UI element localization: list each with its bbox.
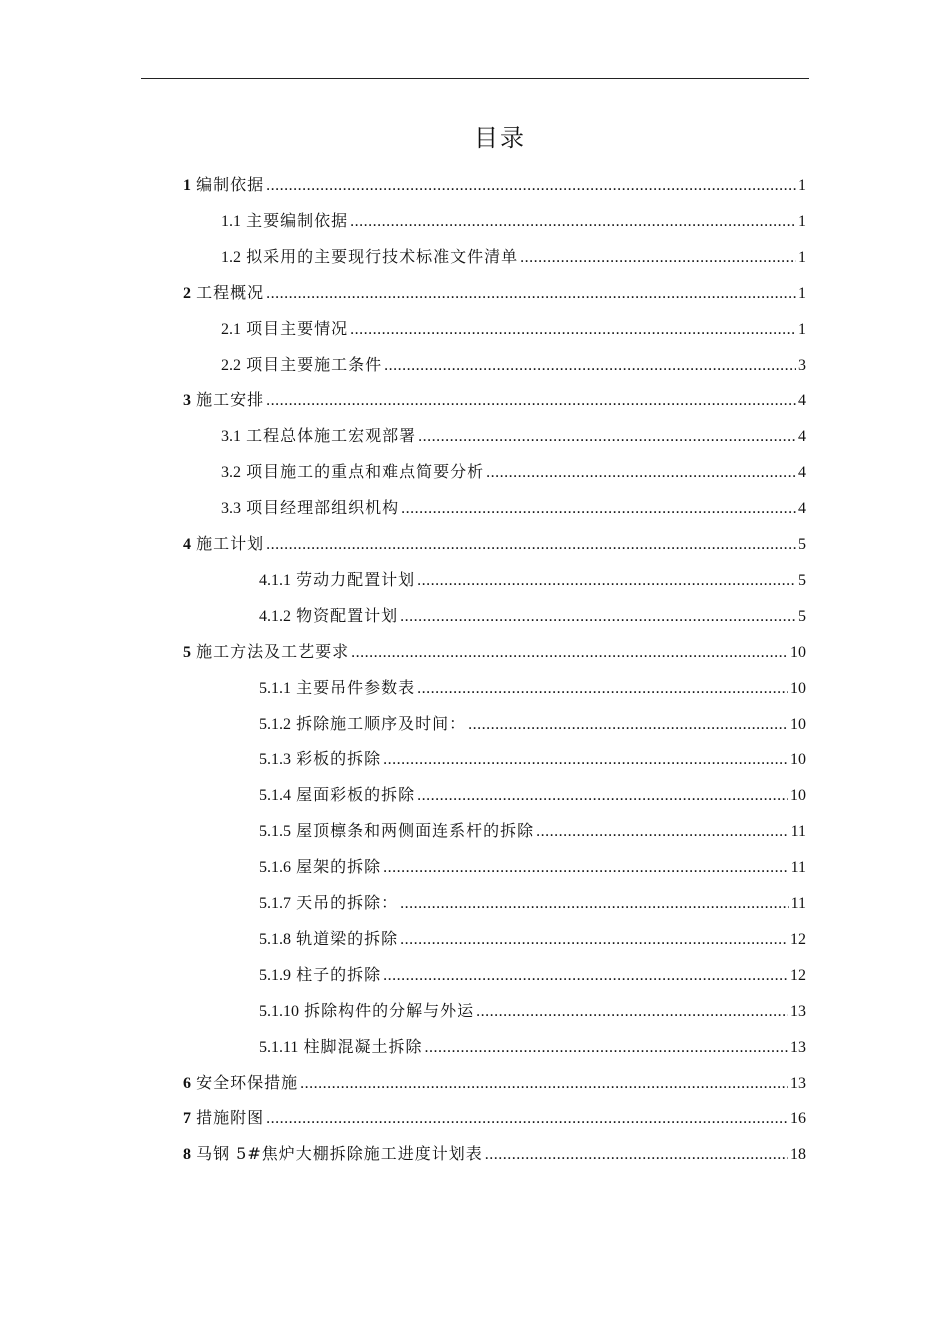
toc-entry-label: 施工方法及工艺要求 bbox=[196, 641, 350, 661]
toc-entry[interactable] bbox=[221, 208, 806, 232]
toc-entry-label: 天吊的拆除： bbox=[296, 893, 399, 912]
dot-leader bbox=[417, 785, 788, 805]
toc-entry-page: 10 bbox=[790, 679, 806, 697]
toc-entry-number: 5.1.9 bbox=[259, 966, 291, 984]
toc-entry-label: 项目主要施工条件 bbox=[246, 354, 383, 374]
toc-entry-page: 13 bbox=[790, 1038, 806, 1056]
toc-entry[interactable] bbox=[259, 782, 806, 806]
toc-entry-number: 8 bbox=[183, 1146, 191, 1164]
toc-entry-label: 物资配置计划 bbox=[296, 605, 399, 625]
toc-entry-page: 3 bbox=[798, 356, 806, 374]
toc-entry-label: 项目主要情况 bbox=[246, 318, 349, 338]
dot-leader bbox=[383, 749, 788, 769]
toc-entry[interactable] bbox=[183, 280, 806, 304]
toc-entry-page: 10 bbox=[790, 643, 806, 661]
dot-leader bbox=[266, 390, 796, 410]
dot-leader bbox=[418, 426, 796, 446]
toc-entry[interactable] bbox=[259, 926, 806, 950]
toc-entry-page: 4 bbox=[798, 464, 806, 482]
toc-entry[interactable] bbox=[259, 998, 806, 1022]
toc-entry-number: 2.1 bbox=[221, 320, 241, 338]
dot-leader bbox=[476, 1001, 788, 1021]
toc-entry-number: 2 bbox=[183, 284, 191, 302]
toc-entry[interactable] bbox=[259, 854, 806, 878]
toc-entry-page: 10 bbox=[790, 751, 806, 769]
toc-entry-label: 屋面彩板的拆除 bbox=[296, 785, 416, 805]
toc-entry-label: 马钢 5#焦炉大棚拆除施工进度计划表 bbox=[196, 1144, 483, 1164]
toc-entry-label: 拟采用的主要现行技术标准文件清单 bbox=[246, 246, 519, 266]
dot-leader bbox=[401, 498, 796, 518]
dot-leader bbox=[383, 965, 788, 985]
toc-entry-number: 6 bbox=[183, 1074, 191, 1092]
toc-entry-page: 11 bbox=[790, 823, 806, 841]
dot-leader bbox=[417, 570, 796, 590]
toc-entry-label: 轨道梁的拆除 bbox=[296, 928, 399, 948]
toc-entry-page: 5 bbox=[798, 571, 806, 589]
dot-leader bbox=[417, 678, 788, 698]
toc-entry-page: 1 bbox=[798, 248, 806, 266]
toc-entry-number: 2.2 bbox=[221, 356, 241, 374]
toc-entry[interactable] bbox=[183, 387, 806, 411]
toc-entry-label: 主要编制依据 bbox=[246, 210, 349, 230]
toc-entry-number: 5.1.6 bbox=[259, 859, 291, 877]
toc-entry-number: 3.1 bbox=[221, 428, 241, 446]
toc-entry-label: 措施附图 bbox=[196, 1108, 265, 1128]
toc-entry-label: 施工安排 bbox=[196, 390, 265, 410]
toc-entry[interactable] bbox=[221, 352, 806, 376]
toc-entry-page: 5 bbox=[798, 536, 806, 553]
dot-leader bbox=[520, 247, 796, 267]
toc-entry-page: 10 bbox=[790, 787, 806, 805]
dot-leader bbox=[400, 893, 788, 913]
toc-entry-number: 4.1.2 bbox=[259, 607, 291, 625]
toc-entry-label: 拆除构件的分解与外运 bbox=[304, 1000, 475, 1020]
toc-entry[interactable] bbox=[221, 423, 806, 447]
toc-entry-number: 4 bbox=[183, 536, 191, 553]
toc-entry-label: 安全环保措施 bbox=[196, 1072, 299, 1092]
toc-entry[interactable] bbox=[221, 495, 806, 519]
toc-entry-number: 5.1.3 bbox=[259, 751, 291, 769]
toc-entry-label: 项目经理部组织机构 bbox=[246, 498, 400, 518]
toc-entry[interactable] bbox=[221, 316, 806, 340]
toc-entry-label: 拆除施工顺序及时间： bbox=[296, 713, 467, 733]
toc-entry-page: 13 bbox=[790, 1074, 806, 1092]
toc-entry-number: 5.1.1 bbox=[259, 679, 291, 697]
toc-entry-label: 项目施工的重点和难点简要分析 bbox=[246, 462, 485, 482]
dot-leader bbox=[485, 1144, 788, 1164]
toc-entry-number: 1.2 bbox=[221, 248, 241, 266]
toc-entry[interactable] bbox=[259, 567, 806, 591]
toc-entry[interactable] bbox=[259, 746, 806, 770]
toc-entry-number: 5 bbox=[183, 643, 191, 661]
toc-entry-number: 5.1.4 bbox=[259, 787, 291, 805]
toc-entry[interactable] bbox=[221, 459, 806, 483]
toc-entry[interactable] bbox=[259, 675, 806, 699]
toc-entry[interactable] bbox=[183, 1070, 806, 1094]
toc-entry-page: 12 bbox=[790, 930, 806, 948]
toc-entry-page: 4 bbox=[798, 392, 806, 410]
toc-entry[interactable] bbox=[183, 639, 806, 663]
toc-entry[interactable] bbox=[259, 603, 806, 627]
toc-entry[interactable] bbox=[259, 818, 806, 842]
dot-leader bbox=[536, 821, 788, 841]
toc-entry-number: 5.1.5 bbox=[259, 823, 291, 841]
dot-leader bbox=[266, 283, 796, 303]
dot-leader bbox=[266, 175, 796, 195]
dot-leader bbox=[486, 462, 796, 482]
toc-entry[interactable] bbox=[259, 890, 806, 914]
dot-leader bbox=[468, 714, 788, 734]
toc-entry-label: 屋架的拆除 bbox=[296, 857, 382, 877]
toc-entry-page: 13 bbox=[790, 1002, 806, 1020]
dot-leader bbox=[400, 929, 788, 949]
toc-entry-page: 1 bbox=[798, 212, 806, 230]
toc-entry-number: 5.1.10 bbox=[259, 1002, 299, 1020]
toc-entry-page: 12 bbox=[790, 966, 806, 984]
toc-entry-label: 屋顶檩条和两侧面连系杆的拆除 bbox=[296, 821, 535, 841]
toc-entry[interactable] bbox=[183, 531, 806, 555]
toc-entry[interactable] bbox=[259, 1034, 806, 1058]
toc-entry-number: 3 bbox=[183, 392, 191, 410]
toc-entry-number: 5.1.2 bbox=[259, 715, 291, 733]
dot-leader bbox=[425, 1037, 788, 1057]
toc-entry[interactable] bbox=[183, 1105, 806, 1129]
toc-entry[interactable] bbox=[183, 1141, 806, 1165]
toc-entry[interactable] bbox=[259, 711, 806, 735]
toc-entry-page: 1 bbox=[798, 320, 806, 338]
toc-entry[interactable] bbox=[183, 172, 806, 196]
dot-leader bbox=[300, 1073, 788, 1093]
dot-leader bbox=[266, 534, 796, 554]
toc-entry-page: 1 bbox=[798, 284, 806, 302]
toc-entry-page: 11 bbox=[790, 895, 806, 912]
toc-entry-page: 11 bbox=[790, 859, 806, 877]
toc-entry-label: 彩板的拆除 bbox=[296, 749, 382, 769]
toc-entry-page: 10 bbox=[790, 715, 806, 733]
toc-entry-page: 4 bbox=[798, 428, 806, 446]
toc-entry-number: 5.1.11 bbox=[259, 1038, 299, 1056]
dot-leader bbox=[400, 606, 796, 626]
toc-entry-number: 1.1 bbox=[221, 212, 241, 230]
toc-entry-page: 16 bbox=[790, 1110, 806, 1128]
toc-entry-number: 7 bbox=[183, 1110, 191, 1128]
toc-entry-label: 主要吊件参数表 bbox=[296, 677, 416, 697]
toc-entry-number: 5.1.8 bbox=[259, 930, 291, 948]
toc-entry-number: 4.1.1 bbox=[259, 571, 291, 589]
toc-entry-page: 5 bbox=[798, 607, 806, 625]
toc-entry-label: 柱子的拆除 bbox=[296, 964, 382, 984]
toc-entry-label: 劳动力配置计划 bbox=[296, 569, 416, 589]
page-title: 目录 bbox=[474, 124, 526, 152]
dot-leader bbox=[350, 211, 796, 231]
dot-leader bbox=[351, 642, 788, 662]
toc-entry[interactable] bbox=[259, 962, 806, 986]
dot-leader bbox=[266, 1108, 788, 1128]
toc-entry-label: 柱脚混凝土拆除 bbox=[303, 1036, 423, 1056]
toc-entry-label: 施工计划 bbox=[196, 534, 265, 553]
dot-leader bbox=[350, 319, 796, 339]
toc-entry-page: 18 bbox=[790, 1146, 806, 1164]
toc-entry-number: 5.1.7 bbox=[259, 895, 291, 912]
toc-entry-number: 1 bbox=[183, 177, 191, 194]
toc-entry-number: 3.3 bbox=[221, 500, 241, 518]
toc-entry-label: 工程概况 bbox=[196, 282, 265, 302]
toc-entry-label: 工程总体施工宏观部署 bbox=[246, 426, 417, 446]
toc-entry-number: 3.2 bbox=[221, 464, 241, 482]
header-rule bbox=[141, 78, 809, 79]
toc-entry-page: 1 bbox=[798, 177, 806, 194]
toc-entry[interactable] bbox=[221, 244, 806, 268]
toc-entry-page: 4 bbox=[798, 500, 806, 518]
toc-entry-label: 编制依据 bbox=[196, 175, 265, 194]
dot-leader bbox=[383, 857, 788, 877]
dot-leader bbox=[384, 355, 796, 375]
